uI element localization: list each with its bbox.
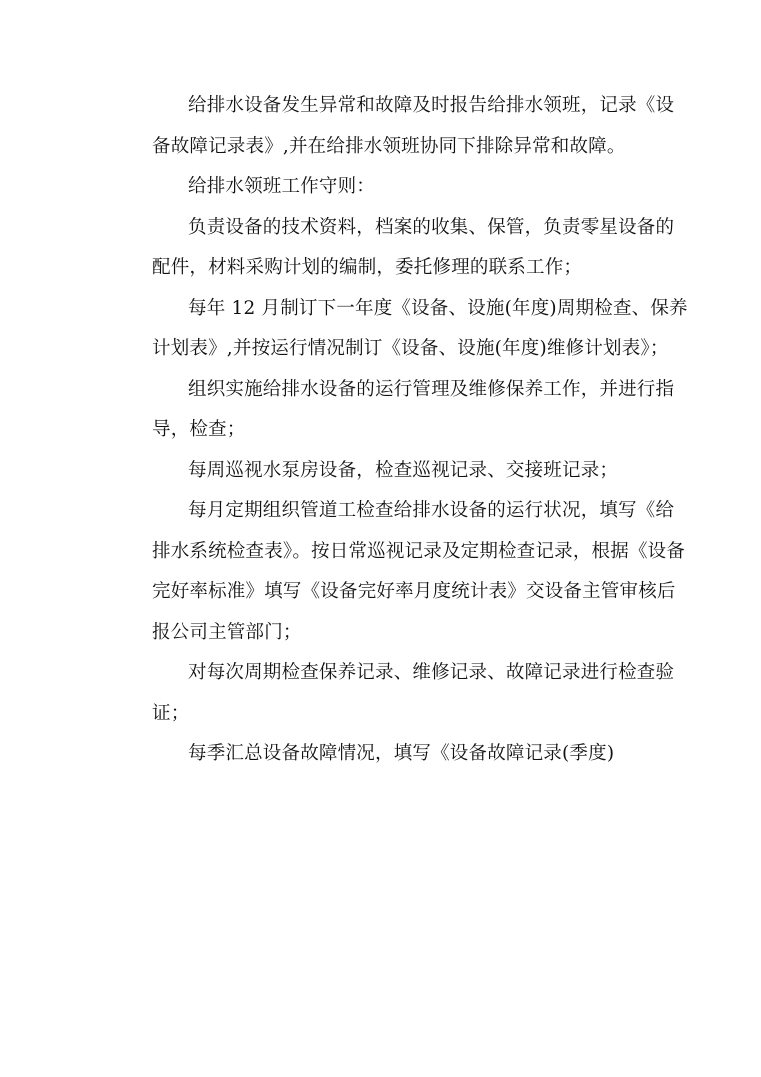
text-line: 给排水领班工作守则： bbox=[188, 176, 376, 197]
paragraph-technical-documents bbox=[116, 208, 675, 289]
text-line: 给排水设备发生异常和故障及时报告给排水领班，记录《设 bbox=[188, 95, 675, 116]
text-line: 导，检查； bbox=[152, 419, 246, 440]
text-line: 负责设备的技术资料，档案的收集、保管，负责零星设备的 bbox=[188, 216, 675, 238]
text-line: 完好率标准》填写《设备完好率月度统计表》交设备主管审核后 bbox=[152, 581, 676, 602]
text-line: 每年 12 月制订下一年度《设备、设施(年度)周期检查、保养 bbox=[188, 297, 688, 319]
text-line: 证； bbox=[152, 702, 190, 724]
text-line: 每月定期组织管道工检查给排水设备的运行状况，填写《给 bbox=[188, 500, 675, 521]
document-body bbox=[116, 86, 688, 775]
paragraph-monthly-inspection bbox=[116, 491, 686, 653]
text-line: 配件，材料采购计划的编制，委托修理的联系工作； bbox=[152, 257, 583, 278]
text-line: 报公司主管部门； bbox=[152, 621, 302, 643]
text-line: 组织实施给排水设备的运行管理及维修保养工作，并进行指 bbox=[188, 378, 675, 400]
paragraph-foreman-rules-heading bbox=[116, 167, 648, 208]
paragraph-equipment-fault-report bbox=[116, 86, 675, 167]
paragraph-weekly-inspection bbox=[116, 451, 648, 492]
text-line: 计划表》,并按运行情况制订《设备、设施(年度)维修计划表》； bbox=[152, 338, 669, 359]
paragraph-annual-plan bbox=[116, 289, 688, 370]
paragraph-operation-management bbox=[116, 370, 675, 451]
text-line: 备故障记录表》,并在给排水领班协同下排除异常和故障。 bbox=[152, 135, 626, 157]
text-line: 每周巡视水泵房设备，检查巡视记录、交接班记录； bbox=[188, 459, 619, 481]
text-line: 对每次周期检查保养记录、维修记录、故障记录进行检查验 bbox=[188, 662, 675, 683]
paragraph-record-verification bbox=[116, 653, 675, 734]
paragraph-quarterly-summary bbox=[116, 734, 648, 775]
text-line: 每季汇总设备故障情况，填写《设备故障记录(季度) bbox=[188, 743, 615, 764]
text-line: 排水系统检查表》。按日常巡视记录及定期检查记录，根据《设备 bbox=[152, 540, 686, 562]
